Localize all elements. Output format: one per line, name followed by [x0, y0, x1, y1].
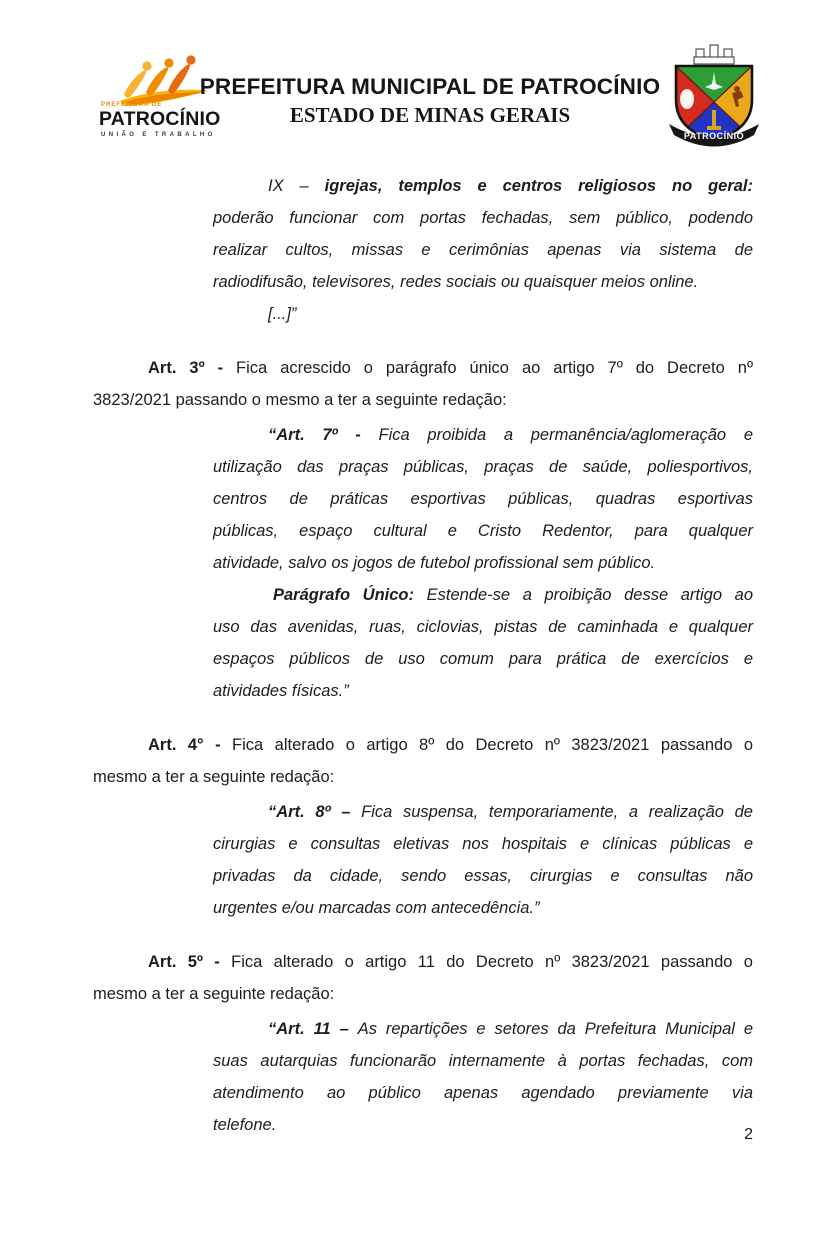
header-subtitle: ESTADO DE MINAS GERAIS	[289, 103, 571, 127]
paragraph-paragrafo-unico	[213, 579, 753, 707]
text-run: Fica suspensa, temporariamente, a realização de	[361, 803, 753, 821]
text-run: Fica alterado o artigo 11 do Decreto nº 3823/2021 passando o	[231, 953, 753, 971]
text-run: cirurgias e consultas eletivas nos hospitais e clínicas públicas e	[213, 835, 753, 853]
text-line	[213, 170, 753, 202]
text-run: 3823/2021 passando o mesmo a ter a seguinte redação:	[93, 391, 507, 409]
text-line	[213, 579, 753, 611]
text-run: uso das avenidas, ruas, ciclovias, pistas de caminhada e qualquer	[213, 618, 753, 636]
text-run: atendimento ao público apenas agendado previamente via	[213, 1084, 753, 1102]
text-line	[213, 234, 753, 266]
text-line	[93, 761, 753, 793]
text-line	[213, 547, 753, 579]
logo-city-name: PATROCÍNIO	[99, 108, 221, 130]
text-line	[213, 515, 753, 547]
paragraph-quote-art-7	[213, 419, 753, 579]
logo-slogan: UNIÃO E TRABALHO	[101, 132, 216, 138]
text-line	[93, 978, 753, 1010]
text-line	[93, 729, 753, 761]
text-run: urgentes e/ou marcadas com antecedência.”	[213, 899, 540, 917]
text-run: suas autarquias funcionarão internamente à portas fechadas, com	[213, 1052, 753, 1070]
text-run: mesmo a ter a seguinte redação:	[93, 768, 335, 786]
text-run: centros de práticas esportivas públicas, quadras esportivas	[213, 490, 753, 508]
text-run-bold: Art. 3º -	[148, 359, 237, 377]
text-line	[213, 419, 753, 451]
text-run: IX –	[268, 177, 325, 195]
text-line	[93, 352, 753, 384]
text-run: As repartições e setores da Prefeitura Municipal e	[357, 1020, 753, 1038]
text-line	[93, 946, 753, 978]
paragraph-art-3	[93, 352, 753, 416]
text-run-bold: Art. 4° -	[148, 736, 233, 754]
text-run: Fica acrescido o parágrafo único ao artigo 7º do Decreto nº	[236, 359, 753, 377]
text-run-bold: Parágrafo Único:	[273, 586, 427, 604]
text-line	[213, 892, 753, 924]
header-titles	[190, 74, 670, 128]
text-line	[213, 202, 753, 234]
text-run-bold: “Art. 7º -	[268, 426, 379, 444]
text-run: [...]”	[268, 305, 297, 323]
text-run: utilização das praças públicas, praças de saúde, poliesportivos,	[213, 458, 753, 476]
text-run: radiodifusão, televisores, redes sociais ou quaisquer meios online.	[213, 273, 699, 291]
text-line	[213, 643, 753, 675]
text-line	[213, 860, 753, 892]
text-run: Fica alterado o artigo 8º do Decreto nº 3823/2021 passando o	[232, 736, 753, 754]
paragraph-art-4	[93, 729, 753, 793]
text-run-bold: igrejas, templos e centros religiosos no geral:	[324, 177, 754, 195]
text-run: privadas da cidade, sendo essas, cirurgias e consultas não	[213, 867, 753, 885]
text-line	[213, 451, 753, 483]
text-line	[213, 298, 753, 330]
text-line	[213, 675, 753, 707]
text-run-bold: “Art. 11 –	[268, 1020, 358, 1038]
text-line	[213, 1077, 753, 1109]
text-run: Fica proibida a permanência/aglomeração e	[378, 426, 754, 444]
text-run: poderão funcionar com portas fechadas, sem público, podendo	[213, 209, 753, 227]
text-line	[213, 483, 753, 515]
text-line	[213, 1013, 753, 1045]
paragraph-quote-art-8	[213, 796, 753, 924]
coat-of-arms-icon	[666, 42, 762, 148]
crest-banner-text: PATROCÍNIO	[683, 131, 745, 141]
text-line	[213, 266, 753, 298]
text-run: telefone.	[213, 1116, 277, 1134]
text-line	[213, 828, 753, 860]
text-line	[93, 384, 753, 416]
text-run: espaços públicos de uso comum para prática de exercícios e	[213, 650, 753, 668]
text-run: mesmo a ter a seguinte redação:	[93, 985, 335, 1003]
text-run: públicas, espaço cultural e Cristo Redentor, para qualquer	[213, 522, 753, 540]
text-run: atividade, salvo os jogos de futebol profissional sem público.	[213, 554, 656, 572]
text-line	[213, 1045, 753, 1077]
text-line	[213, 1109, 753, 1141]
text-run-bold: Art. 5º -	[148, 953, 232, 971]
text-run: Estende-se a proibição desse artigo ao	[426, 586, 753, 604]
header-title: PREFEITURA MUNICIPAL DE PATROCÍNIO	[199, 74, 661, 99]
paragraph-art-5	[93, 946, 753, 1010]
logo-top-text: PREFEITURA DE	[101, 102, 163, 108]
text-line	[213, 796, 753, 828]
paragraph-quote-art-11	[213, 1013, 753, 1141]
page-number: 2	[744, 1126, 753, 1143]
text-run: atividades físicas.”	[213, 682, 349, 700]
text-line	[213, 611, 753, 643]
text-run-bold: “Art. 8º –	[268, 803, 362, 821]
document-body	[93, 170, 753, 1141]
paragraph-quote-ix	[213, 170, 753, 330]
text-run: realizar cultos, missas e cerimônias apenas via sistema de	[213, 241, 753, 259]
